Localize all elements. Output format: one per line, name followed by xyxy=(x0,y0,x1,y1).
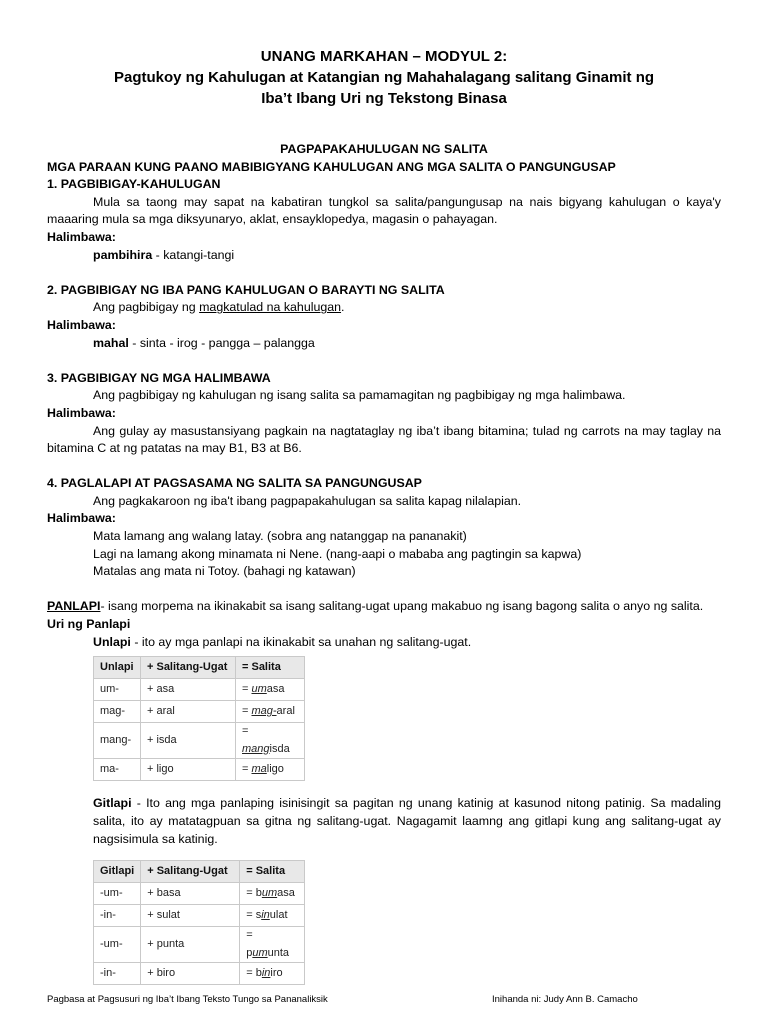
result-suffix: iro xyxy=(270,967,283,980)
affix-cell: mag- xyxy=(94,701,141,723)
result-suffix: ulat xyxy=(269,908,288,921)
result-prefix: b xyxy=(255,967,262,980)
gitlapi-table-body xyxy=(94,883,305,985)
item1-example-word: pambihira xyxy=(93,247,153,262)
gitlapi-term: Gitlapi xyxy=(93,796,132,811)
item2-example-word: mahal xyxy=(93,335,129,350)
item3-heading: 3. PAGBIBIGAY NG MGA HALIMBAWA xyxy=(47,370,271,385)
item1-body: Mula sa taong may sapat na kabatiran tungkol sa salita/pangungusap na nais bigyang kahulugan o kaya'y maaaring mula sa mga diksyunaryo, aklat, ensayklopedya, magasin o pahayagan. xyxy=(47,194,721,227)
item1-example-rest: - katangi-tangi xyxy=(152,247,235,262)
item4-example-3: Matalas ang mata ni Totoy. (bahagi ng katawan) xyxy=(93,564,356,579)
module-title-line3: Iba’t Ibang Uri ng Tekstong Binasa xyxy=(261,90,507,107)
affix-cell: -um- xyxy=(94,927,141,963)
affix-mark: ma xyxy=(251,763,267,776)
result-suffix: isda xyxy=(269,742,290,755)
root-cell: + biro xyxy=(141,963,240,985)
gitlapi-table xyxy=(93,860,305,985)
item2-example-rest: - sinta - irog - pangga – palangga xyxy=(128,335,315,350)
table-row xyxy=(94,679,305,701)
table-row xyxy=(94,723,305,759)
table-row xyxy=(94,927,305,963)
equals-sign: = xyxy=(242,763,252,776)
table-row xyxy=(94,883,305,905)
table-row xyxy=(94,701,305,723)
unlapi-definition xyxy=(47,634,721,652)
item2-example xyxy=(47,335,721,353)
equals-sign: = xyxy=(242,704,252,717)
gitlapi-table-header xyxy=(94,861,305,883)
result-suffix: asa xyxy=(266,682,285,695)
result-suffix: asa xyxy=(277,886,295,899)
footer-course-title: Pagbasa at Pagsusuri ng Iba’t Ibang Teksto Tungo sa Pananaliksik xyxy=(47,994,328,1005)
root-cell: + sulat xyxy=(141,905,240,927)
equals-sign: = xyxy=(246,929,253,942)
section-title: PAGPAPAKAHULUGAN NG SALITA xyxy=(280,142,488,156)
panlapi-definition xyxy=(47,598,721,616)
result-prefix: s xyxy=(255,908,262,921)
result-cell xyxy=(236,679,305,701)
equals-sign: = xyxy=(246,908,256,921)
item4-example-2: Lagi na lamang akong minamata ni Nene. (nang-aapi o mababa ang pagtingin sa kapwa) xyxy=(93,546,582,561)
affix-cell: mang- xyxy=(94,723,141,759)
section-subtitle: MGA PARAAN KUNG PAANO MABIBIGYANG KAHULUGAN ANG MGA SALITA O PANGUNGUSAP xyxy=(47,159,616,174)
result-cell xyxy=(236,723,305,759)
affix-cell: -um- xyxy=(94,883,141,905)
item2-halimbawa-label: Halimbawa: xyxy=(47,317,116,332)
equals-sign: = xyxy=(246,886,256,899)
item3-example: Ang gulay ay masustansiyang pagkain na nagtataglay ng iba’t ibang bitamina; tulad ng carrots na may taglay na bitamina C at ng patatas na may B1, B3 at B6. xyxy=(47,423,721,456)
result-suffix: aral xyxy=(276,704,295,717)
item4-example-1: Mata lamang ang walang latay. (sobra ang natanggap na pananakit) xyxy=(93,529,467,544)
result-prefix: b xyxy=(255,886,262,899)
affix-mark: mang xyxy=(242,742,270,755)
result-cell xyxy=(236,701,305,723)
item2-heading: 2. PAGBIBIGAY NG IBA PANG KAHULUGAN O BARAYTI NG SALITA xyxy=(47,282,445,297)
affix-mark: um xyxy=(251,682,267,695)
root-cell: + basa xyxy=(141,883,240,905)
item4-body: Ang pagkakaroon ng iba't ibang pagpapakahulugan sa salita kapag nilalapian. xyxy=(93,493,522,508)
result-suffix: unta xyxy=(267,946,290,959)
root-cell: + ligo xyxy=(141,759,236,781)
affix-cell: -in- xyxy=(94,905,141,927)
affix-cell: -in- xyxy=(94,963,141,985)
result-cell xyxy=(236,759,305,781)
equals-sign: = xyxy=(242,682,252,695)
affix-mark: in xyxy=(261,967,271,980)
table-row xyxy=(94,963,305,985)
item1-example xyxy=(47,247,721,265)
item2-body-pre: Ang pagbibigay ng xyxy=(93,300,200,315)
document-page xyxy=(47,46,721,985)
unlapi-definition-text: - ito ay mga panlapi na ikinakabit sa unahan ng salitang-ugat. xyxy=(130,634,472,649)
result-cell xyxy=(240,963,305,985)
item1-halimbawa-label: Halimbawa: xyxy=(47,229,116,244)
result-prefix: p xyxy=(246,946,253,959)
result-cell xyxy=(240,883,305,905)
table-row xyxy=(94,905,305,927)
equals-sign: = xyxy=(246,967,256,980)
item2-body-post: . xyxy=(341,300,345,315)
unlapi-col-affix: Unlapi xyxy=(94,657,141,679)
unlapi-table-body xyxy=(94,679,305,781)
panlapi-definition-text: - isang morpema na ikinakabit sa isang salitang-ugat upang makabuo ng isang bagong salita o anyo ng salita. xyxy=(100,599,704,614)
panlapi-term: PANLAPI xyxy=(47,599,101,614)
item3-body: Ang pagbibigay ng kahulugan ng isang salita sa pamamagitan ng pagbibigay ng mga halimbawa. xyxy=(93,388,626,403)
result-suffix: ligo xyxy=(266,763,284,776)
footer-author: Inihanda ni: Judy Ann B. Camacho xyxy=(492,994,638,1005)
unlapi-term: Unlapi xyxy=(93,634,131,649)
equals-sign: = xyxy=(242,725,249,738)
gitlapi-col-affix: Gitlapi xyxy=(94,861,141,883)
item2-body-underlined: magkatulad na kahulugan xyxy=(199,300,342,315)
item2-body xyxy=(47,299,721,317)
affix-cell: um- xyxy=(94,679,141,701)
root-cell: + punta xyxy=(141,927,240,963)
item4-heading: 4. PAGLALAPI AT PAGSASAMA NG SALITA SA PANGUNGUSAP xyxy=(47,476,422,491)
gitlapi-definition-text: - Ito ang mga panlaping isinisingit sa pagitan ng unang katinig at kasunod nitong patinig. Sa madaling salita, ito ay matatagpuan sa gitna ng salitang-ugat. Nagagamit laamng ang gitlapi kung ang salitang-ugat ay nagsisimula sa katinig. xyxy=(93,796,721,846)
affix-mark: mag- xyxy=(251,704,277,717)
module-title-line1: UNANG MARKAHAN – MODYUL 2: xyxy=(260,48,508,65)
affix-mark: um xyxy=(252,946,268,959)
item1-heading: 1. PAGBIBIGAY-KAHULUGAN xyxy=(47,177,221,192)
result-cell xyxy=(240,927,305,963)
unlapi-col-root: + Salitang-Ugat xyxy=(141,657,236,679)
table-row xyxy=(94,759,305,781)
affix-mark: um xyxy=(261,886,278,899)
root-cell: + isda xyxy=(141,723,236,759)
unlapi-table xyxy=(93,656,305,781)
root-cell: + asa xyxy=(141,679,236,701)
panlapi-types-heading: Uri ng Panlapi xyxy=(47,617,131,632)
unlapi-col-word: = Salita xyxy=(236,657,305,679)
result-cell xyxy=(240,905,305,927)
gitlapi-col-word: = Salita xyxy=(240,861,305,883)
gitlapi-col-root: + Salitang-Ugat xyxy=(141,861,240,883)
item3-halimbawa-label: Halimbawa: xyxy=(47,405,116,420)
affix-mark: in xyxy=(261,908,270,921)
gitlapi-definition xyxy=(47,795,721,848)
affix-cell: ma- xyxy=(94,759,141,781)
unlapi-table-header xyxy=(94,657,305,679)
root-cell: + aral xyxy=(141,701,236,723)
item4-halimbawa-label: Halimbawa: xyxy=(47,511,116,526)
module-title-line2: Pagtukoy ng Kahulugan at Katangian ng Mahahalagang salitang Ginamit ng xyxy=(113,69,655,86)
